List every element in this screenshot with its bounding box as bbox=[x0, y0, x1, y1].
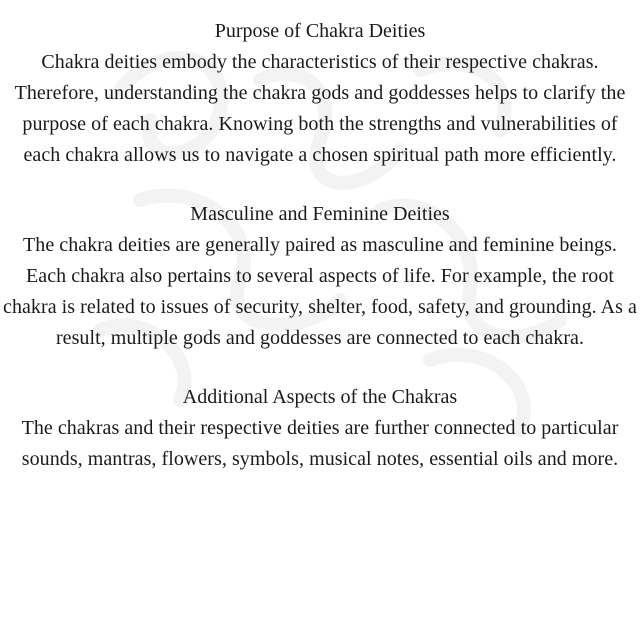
section-body: The chakras and their respective deities are further connected to particular sounds, mantras, flowers, symbols, musical notes, essential oils and more. bbox=[21, 417, 619, 470]
section-purpose bbox=[0, 16, 640, 171]
section-heading: Additional Aspects of the Chakras bbox=[182, 386, 458, 408]
section-masculine-feminine bbox=[0, 199, 640, 354]
section-heading: Masculine and Feminine Deities bbox=[190, 203, 450, 225]
section-body: Chakra deities embody the characteristics of their respective chakras. Therefore, understanding the chakra gods and goddesses helps to clarify the purpose of each chakra. Knowing both the strengths and vulnerabilities of each chakra allows us to navigate a chosen spiritual path more efficiently. bbox=[14, 51, 626, 166]
document-content bbox=[0, 16, 640, 475]
section-body: The chakra deities are generally paired as masculine and feminine beings. Each chakra also pertains to several aspects of life. For example, the root chakra is related to issues of security, shelter, food, safety, and grounding. As a result, multiple gods and goddesses are connected to each chakra. bbox=[3, 234, 637, 349]
section-heading: Purpose of Chakra Deities bbox=[214, 20, 426, 42]
section-additional-aspects bbox=[0, 382, 640, 475]
